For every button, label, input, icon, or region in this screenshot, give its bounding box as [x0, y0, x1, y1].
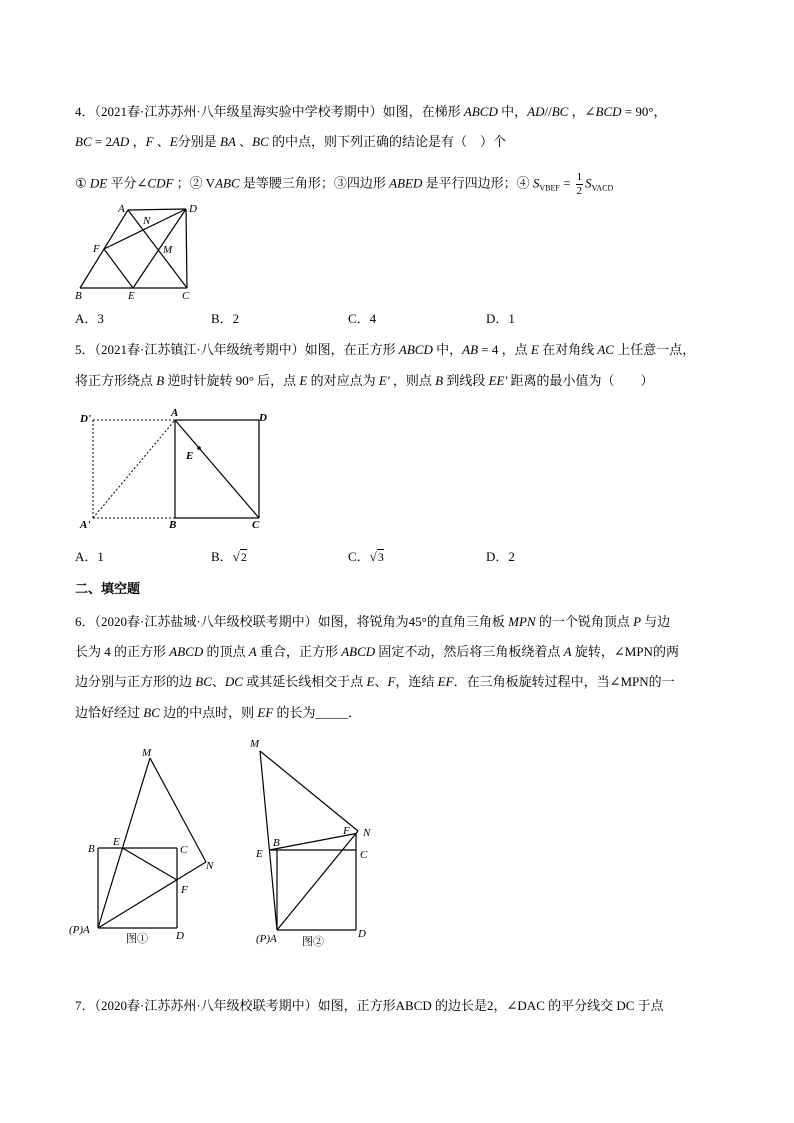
text-segment: 的长为_____．: [273, 705, 362, 720]
text-segment: =: [559, 175, 574, 191]
text-segment: //: [544, 104, 552, 119]
text-segment: 将正方形绕点: [75, 373, 157, 388]
label-b: B: [88, 843, 95, 855]
label-m: M: [250, 738, 260, 750]
math-variable: F: [145, 134, 154, 149]
math-variable: AB: [462, 342, 479, 357]
q6-figure-1: [69, 747, 214, 945]
text-segment: 边分别与正方形的边: [75, 674, 196, 689]
math-variable: AD: [111, 134, 130, 149]
label-e: E: [128, 290, 135, 302]
math-variable: BC: [195, 674, 212, 689]
label-c: C: [182, 290, 190, 302]
math-variable: E: [530, 342, 539, 357]
label-pa: (P)A: [256, 933, 277, 945]
math-variable: F: [387, 674, 396, 689]
label-c: C: [180, 844, 188, 856]
math-variable: E: [169, 134, 178, 149]
text-segment: 的对应点为: [307, 373, 379, 388]
label-e: E: [256, 848, 263, 860]
radicand: 3: [377, 550, 384, 564]
text-segment: 上任意一点，: [613, 342, 696, 357]
text-segment: 边的中点时，则: [159, 705, 258, 720]
caption-figure-1: 图①: [126, 933, 148, 945]
math-variable: ABCD: [398, 342, 433, 357]
radical-sign: √: [232, 549, 240, 564]
math-variable: MPN: [508, 614, 536, 629]
label-d: D: [176, 930, 184, 942]
label-e: E: [186, 450, 194, 462]
text-segment: 重合，正方形: [256, 644, 342, 659]
label-a-prime: A': [80, 519, 91, 531]
q6-figure-2: [249, 738, 371, 948]
math-variable: S: [585, 175, 592, 191]
segment-dc: [186, 209, 187, 288]
math-variable: BC: [252, 134, 269, 149]
math-variable: EF: [257, 705, 274, 720]
text-segment: 5．（2021春·江苏镇江·八年级统考期中）如图，在正方形: [75, 342, 399, 357]
math-variable: ABCD: [169, 644, 204, 659]
math-variable: BC: [143, 705, 160, 720]
subscript: VACD: [591, 183, 614, 193]
label-d: D: [259, 412, 267, 424]
text-segment: 固定不动，然后将三角板绕着点: [375, 644, 564, 659]
radical-sign: √: [369, 549, 377, 564]
segment-fe: [104, 249, 133, 288]
caption-figure-2: 图②: [302, 936, 324, 948]
text-segment: 的顶点: [203, 644, 249, 659]
math-variable: AD: [527, 104, 545, 119]
text-segment: 与边: [641, 614, 671, 629]
text-segment: D．2: [486, 549, 515, 564]
text-segment: 7．（2020春·江苏苏州·八年级校联考期中）如图，正方形ABCD 的边长是2，∠DAC 的平分线交 DC 于点: [75, 998, 664, 1013]
text-segment: 、: [153, 134, 170, 149]
label-n: N: [143, 215, 151, 227]
math-variable: DC: [224, 674, 243, 689]
segment-mn: [150, 758, 206, 862]
text-segment: 距离的最小值为（ ）: [507, 373, 654, 388]
text-segment: ；② V: [173, 175, 216, 191]
text-segment: ，则点: [389, 373, 436, 388]
text-segment: 旋转，∠MPN的两: [571, 644, 679, 659]
label-a: A: [171, 407, 179, 419]
label-d-prime: D': [80, 413, 91, 425]
q5-square-figure: [79, 407, 267, 531]
text-segment: = 4 ，点: [478, 342, 531, 357]
math-variable: AC: [597, 342, 614, 357]
text-segment: 在对角线: [538, 342, 598, 357]
math-variable: B: [156, 373, 165, 388]
text-segment: A．3: [75, 311, 104, 326]
text-segment: C．4: [348, 311, 377, 326]
text-segment: 的一个锐角顶点: [535, 614, 634, 629]
text-segment: 6．（2020春·江苏盐城·八年级校联考期中）如图，将锐角为45°的直角三角板: [75, 614, 509, 629]
label-a: A: [118, 203, 125, 215]
math-variable: BA: [220, 134, 236, 149]
fraction-denominator: 2: [576, 185, 583, 197]
text-segment: 是等腰三角形；③四边形: [239, 175, 390, 191]
segment-am: [98, 758, 150, 928]
math-variable: BCD: [595, 104, 622, 119]
math-variable: ABCD: [341, 644, 376, 659]
text-segment: B．2: [211, 311, 240, 326]
label-n: N: [363, 827, 371, 839]
text-segment: = 90°，: [621, 104, 667, 119]
segment-ad: [128, 209, 186, 210]
radicand: 2: [240, 550, 247, 564]
math-variable: EE': [488, 373, 508, 388]
point-e: [197, 446, 201, 450]
text-segment: 中，: [497, 104, 528, 119]
text-segment: 中，: [432, 342, 463, 357]
math-variable: EF: [437, 674, 454, 689]
fraction-numerator: 1: [576, 171, 583, 183]
text-segment: B．: [211, 549, 233, 564]
text-segment: 、: [374, 674, 388, 689]
text-segment: 平分∠: [107, 175, 148, 191]
text-segment: 分别是: [177, 134, 221, 149]
text-segment: C．: [348, 549, 370, 564]
text-segment: 或其延长线相交于点: [242, 674, 367, 689]
label-c: C: [360, 849, 368, 861]
label-b: B: [169, 519, 177, 531]
label-d: D: [358, 928, 366, 940]
segment-an: [98, 862, 206, 928]
math-variable: ABCD: [463, 104, 498, 119]
label-f: F: [93, 243, 100, 255]
math-variable: A: [248, 644, 257, 659]
math-variable: S: [532, 175, 540, 191]
segment-ac: [175, 420, 259, 518]
math-variable: CDF: [147, 175, 174, 191]
math-variable: ABED: [389, 175, 423, 191]
text-segment: ，∠: [568, 104, 596, 119]
q4-trapezoid-figure: [75, 203, 197, 302]
text-segment: 是平行四边形；④: [422, 175, 533, 191]
text-segment: A．1: [75, 549, 104, 564]
label-d: D: [189, 203, 197, 215]
label-m: M: [142, 747, 152, 759]
math-variable: B: [435, 373, 444, 388]
label-pa: (P)A: [69, 924, 90, 936]
math-variable: E': [378, 373, 390, 388]
text-segment: ①: [75, 175, 90, 191]
math-variable: DE: [89, 175, 108, 191]
text-segment: 、: [211, 674, 225, 689]
text-segment: 逆时针旋转 90° 后，点: [164, 373, 300, 388]
label-e: E: [113, 836, 120, 848]
text-segment: = 2: [91, 134, 112, 149]
text-segment: 、: [235, 134, 253, 149]
segment-mn: [260, 751, 358, 831]
subscript: VBEF: [539, 183, 560, 193]
text-segment: ，: [129, 134, 146, 149]
text-segment: 4．（2021春·江苏苏州·八年级星海实验中学校考期中）如图，在梯形: [75, 104, 464, 119]
dashed-segment-a1a: [93, 420, 175, 518]
label-c: C: [252, 519, 260, 531]
math-variable: P: [633, 614, 642, 629]
text-segment: 长为 4 的正方形: [75, 644, 170, 659]
section-title: 二、填空题: [75, 581, 141, 596]
text-segment: 到线段: [443, 373, 489, 388]
text-segment: ，连结: [395, 674, 438, 689]
text-segment: 的中点，则下列正确的结论是有（ ）个: [268, 134, 507, 149]
label-f: F: [343, 825, 350, 837]
math-variable: BC: [75, 134, 92, 149]
label-n: N: [206, 860, 214, 872]
text-segment: ．在三角板旋转过程中，当∠MPN的一: [453, 674, 675, 689]
math-variable: E: [299, 373, 308, 388]
label-b: B: [75, 290, 82, 302]
label-m: M: [163, 244, 173, 256]
math-variable: ABC: [215, 175, 240, 191]
label-b: B: [273, 837, 280, 849]
text-segment: D．1: [486, 311, 515, 326]
math-variable: E: [366, 674, 375, 689]
text-segment: 边恰好经过: [75, 705, 144, 720]
math-variable: BC: [551, 104, 569, 119]
label-f: F: [181, 884, 188, 896]
segment-ef: [123, 848, 178, 880]
math-variable: A: [563, 644, 572, 659]
